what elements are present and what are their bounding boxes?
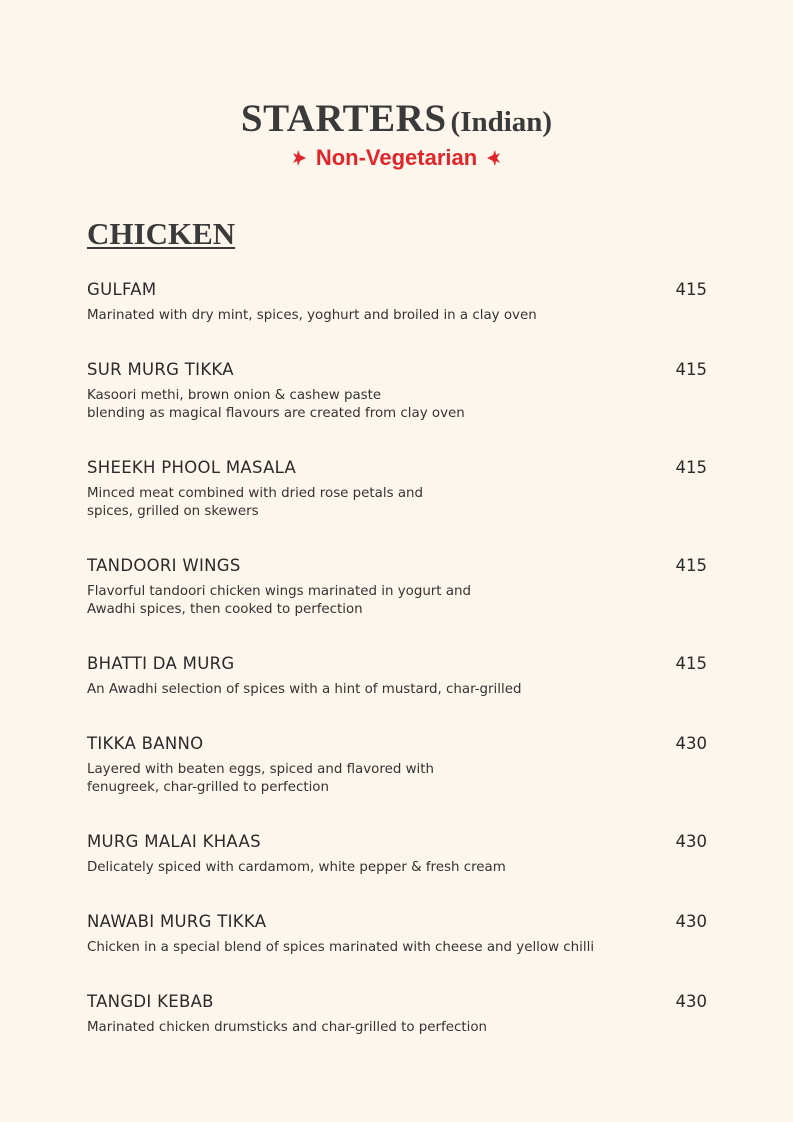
- menu-item-price: 430: [675, 992, 707, 1011]
- menu-item: [87, 360, 707, 423]
- menu-item: [87, 556, 707, 619]
- menu-item-name: TIKKA BANNO: [87, 734, 204, 753]
- description-line: Marinated with dry mint, spices, yoghurt and broiled in a clay oven: [87, 308, 537, 323]
- description-line: Minced meat combined with dried rose petals and: [87, 486, 424, 501]
- menu-item-description: [87, 761, 707, 797]
- menu-item-name: SHEEKH PHOOL MASALA: [87, 458, 297, 477]
- menu-item-description: [87, 307, 707, 325]
- menu-item-price: 415: [675, 654, 707, 673]
- category-subtitle: [0, 145, 793, 171]
- menu-item-price: 415: [675, 280, 707, 299]
- menu-item-name: NAWABI MURG TIKKA: [87, 912, 267, 931]
- menu-item: [87, 912, 707, 957]
- menu-item-name: SUR MURG TIKKA: [87, 360, 234, 379]
- menu-item-price: 415: [675, 360, 707, 379]
- menu-item-description: [87, 681, 707, 699]
- menu-item-name: GULFAM: [87, 280, 157, 299]
- menu-item: [87, 280, 707, 325]
- description-line: An Awadhi selection of spices with a hint of mustard, char-grilled: [87, 682, 522, 697]
- menu-item-name: TANDOORI WINGS: [87, 556, 241, 575]
- description-line: Awadhi spices, then cooked to perfection: [87, 602, 363, 617]
- description-line: Chicken in a special blend of spices marinated with cheese and yellow chilli: [87, 940, 595, 955]
- menu-item-description: [87, 387, 707, 423]
- menu-item: [87, 832, 707, 877]
- page-title-main: STARTERS: [240, 97, 447, 140]
- description-line: Marinated chicken drumsticks and char-grilled to perfection: [87, 1020, 487, 1035]
- description-line: spices, grilled on skewers: [87, 504, 259, 519]
- menu-item-description: [87, 583, 707, 619]
- menu-item-description: [87, 1019, 707, 1037]
- description-line: blending as magical flavours are created from clay oven: [87, 406, 465, 421]
- menu-item-description: [87, 939, 707, 957]
- menu-item-price: 430: [675, 912, 707, 931]
- menu-item-description: [87, 485, 707, 521]
- description-line: Kasoori methi, brown onion & cashew paste: [87, 388, 382, 403]
- menu-item-description: [87, 859, 707, 877]
- page-title: [0, 96, 793, 141]
- menu-item-name: BHATTI DA MURG: [87, 654, 235, 673]
- description-line: Layered with beaten eggs, spiced and flavored with: [87, 762, 434, 777]
- menu-item: [87, 458, 707, 521]
- leaf-ornament-right-icon: [485, 148, 505, 168]
- leaf-ornament-left-icon: [288, 148, 308, 168]
- page-title-sub: (Indian): [450, 106, 553, 138]
- description-line: fenugreek, char-grilled to perfection: [87, 780, 329, 795]
- menu-item: [87, 654, 707, 699]
- menu-item-price: 430: [675, 734, 707, 753]
- description-line: Flavorful tandoori chicken wings marinated in yogurt and: [87, 584, 472, 599]
- subtitle-label: Non-Vegetarian: [315, 145, 478, 170]
- description-line: Delicately spiced with cardamom, white pepper & fresh cream: [87, 860, 506, 875]
- menu-item-price: 430: [675, 832, 707, 851]
- section-heading: CHICKEN: [87, 216, 236, 251]
- menu-item-price: 415: [675, 458, 707, 477]
- menu-item: [87, 734, 707, 797]
- menu-item-name: MURG MALAI KHAAS: [87, 832, 261, 851]
- menu-item: [87, 992, 707, 1037]
- menu-item-name: TANGDI KEBAB: [87, 992, 214, 1011]
- menu-item-price: 415: [675, 556, 707, 575]
